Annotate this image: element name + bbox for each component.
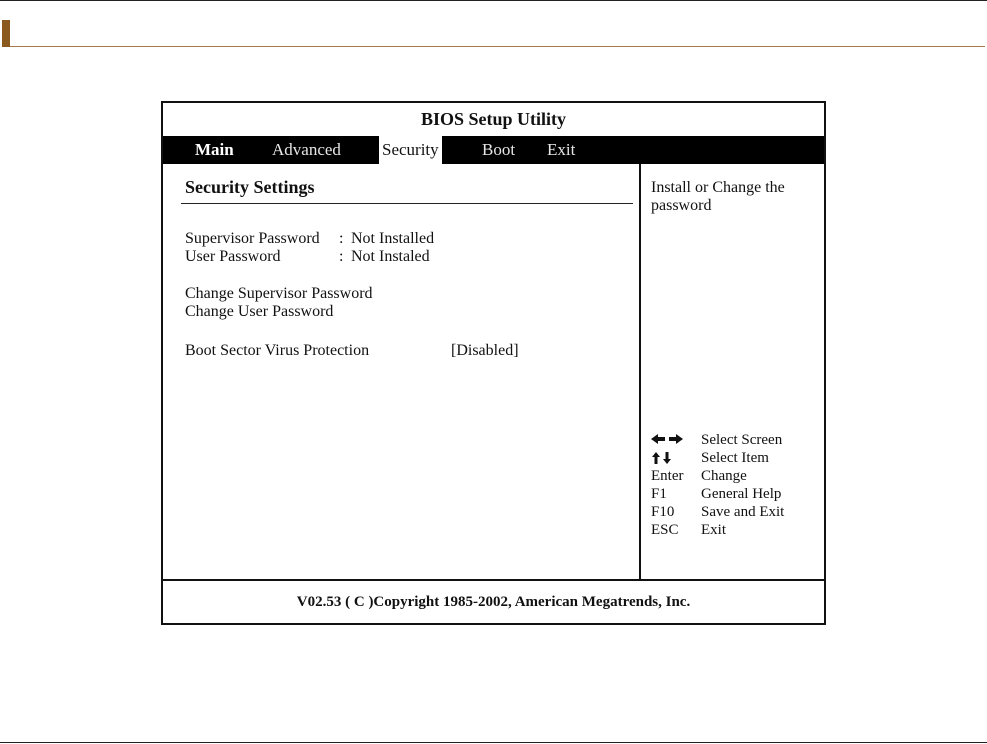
key-desc-general-help: General Help	[701, 486, 782, 502]
copyright-footer: V02.53 ( C )Copyright 1985-2002, American Megatrends, Inc.	[296, 593, 691, 610]
key-enter: Enter	[651, 468, 684, 484]
up-down-arrows-icon	[651, 450, 696, 466]
supervisor-password-label: Supervisor Password	[185, 230, 320, 247]
help-text: Install or Change the password	[651, 179, 785, 214]
key-desc-change: Change	[701, 468, 747, 484]
tab-security[interactable]: Security	[379, 136, 442, 164]
tab-advanced[interactable]: Advanced	[272, 140, 341, 159]
key-desc-save-and-exit: Save and Exit	[701, 504, 785, 520]
user-password-status: Not Instaled	[351, 248, 430, 265]
supervisor-password-status: Not Installed	[351, 230, 435, 247]
key-desc-select-screen: Select Screen	[701, 432, 783, 448]
page-header-marker	[2, 20, 10, 47]
key-f10: F10	[651, 504, 675, 520]
change-user-password-item[interactable]: Change User Password	[185, 303, 334, 320]
boot-sector-virus-protection-value[interactable]: [Disabled]	[451, 342, 519, 359]
key-f1: F1	[651, 486, 667, 502]
section-title: Security Settings	[185, 177, 315, 197]
key-desc-select-item: Select Item	[701, 450, 769, 466]
page-top-rule	[0, 0, 987, 1]
tab-exit[interactable]: Exit	[547, 140, 576, 159]
tab-boot[interactable]: Boot	[482, 140, 516, 159]
tab-main[interactable]: Main	[195, 140, 234, 159]
page-bottom-rule	[0, 742, 987, 743]
help-pane	[641, 164, 824, 579]
change-supervisor-password-item[interactable]: Change Supervisor Password	[185, 285, 373, 302]
left-right-arrows-icon	[651, 432, 696, 446]
user-password-separator: :	[339, 248, 344, 265]
bios-setup-window	[161, 101, 826, 625]
user-password-label: User Password	[185, 248, 281, 265]
key-desc-exit: Exit	[701, 522, 726, 538]
section-title-underline	[181, 203, 633, 204]
key-esc: ESC	[651, 522, 679, 538]
settings-pane	[163, 164, 639, 579]
menu-bar	[163, 136, 824, 164]
bios-title: BIOS Setup Utility	[420, 109, 567, 129]
boot-sector-virus-protection-label[interactable]: Boot Sector Virus Protection	[185, 342, 370, 359]
page-header-rule	[10, 46, 985, 47]
supervisor-password-separator: :	[339, 230, 344, 247]
